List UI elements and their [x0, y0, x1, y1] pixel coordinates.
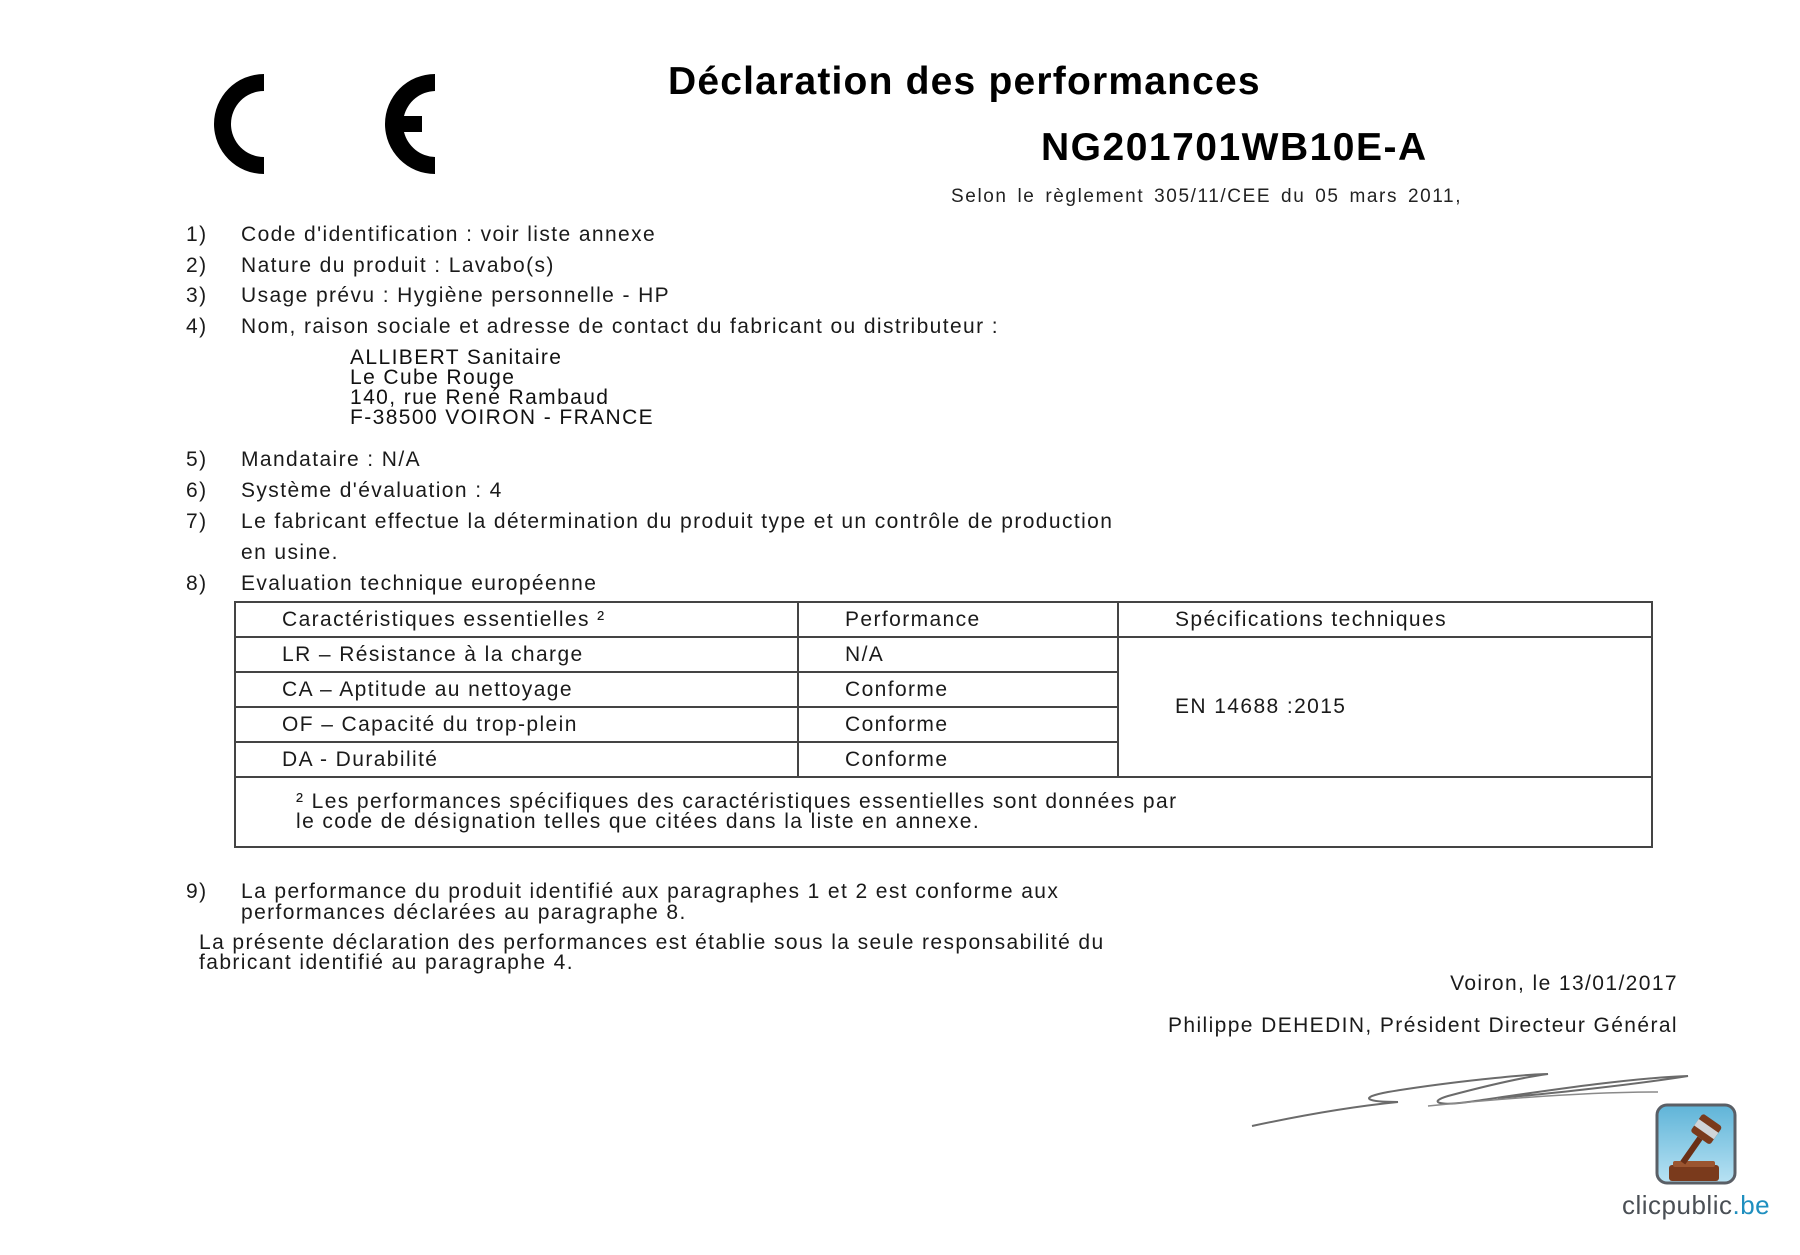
item-text: Système d'évaluation : 4 [241, 479, 503, 502]
item-number: 4) [186, 315, 208, 338]
gavel-icon [1655, 1103, 1737, 1185]
table-row [235, 637, 1652, 672]
performance-cell: Conforme [798, 742, 1118, 777]
item-number: 6) [186, 479, 208, 502]
table-header: Performance [798, 602, 1118, 637]
table-header: Caractéristiques essentielles ² [235, 602, 798, 637]
item-text: Usage prévu : Hygiène personnelle - HP [241, 284, 671, 307]
table-footnote [235, 777, 1652, 847]
item-text: Evaluation technique européenne [241, 572, 598, 595]
item-text-continuation: performances déclarées au paragraphe 8. [241, 901, 687, 924]
item-text: Mandataire : N/A [241, 448, 421, 471]
address-line: Le Cube Rouge [350, 366, 516, 389]
performance-table [234, 601, 1653, 848]
watermark-text [1622, 1190, 1770, 1221]
statement-line: La présente déclaration des performances est établie sous la seule responsabilité du [199, 931, 1105, 954]
item-text: Nom, raison sociale et adresse de contact du fabricant ou distributeur : [241, 315, 999, 338]
item-number: 9) [186, 880, 208, 903]
characteristic-cell: LR – Résistance à la charge [235, 637, 798, 672]
table-header-row [235, 602, 1652, 637]
item-number: 8) [186, 572, 208, 595]
performance-cell: N/A [798, 637, 1118, 672]
signature-image [1248, 1062, 1708, 1132]
document-title: Déclaration des performances [668, 60, 1261, 103]
item-number: 7) [186, 510, 208, 533]
regulation-note: Selon le règlement 305/11/CEE du 05 mars 2011, [951, 186, 1463, 207]
address-line: 140, rue René Rambaud [350, 386, 610, 409]
item-text: Nature du produit : Lavabo(s) [241, 254, 555, 277]
ce-mark-logo [152, 74, 442, 174]
signatory: Philippe DEHEDIN, Président Directeur Général [1167, 1014, 1678, 1037]
address-line: F-38500 VOIRON - FRANCE [350, 406, 655, 429]
item-text: La performance du produit identifié aux paragraphes 1 et 2 est conforme aux [241, 880, 1060, 903]
table-footnote-row [235, 777, 1652, 847]
item-number: 3) [186, 284, 208, 307]
characteristic-cell: CA – Aptitude au nettoyage [235, 672, 798, 707]
address-line: ALLIBERT Sanitaire [350, 346, 563, 369]
performance-cell: Conforme [798, 707, 1118, 742]
item-number: 2) [186, 254, 208, 277]
item-text-continuation: en usine. [241, 541, 339, 564]
footnote-line: ² Les performances spécifiques des caractéristiques essentielles sont données par [296, 790, 1178, 813]
statement-line: fabricant identifié au paragraphe 4. [199, 951, 574, 974]
document-reference: NG201701WB10E-A [1041, 126, 1428, 169]
watermark-tld: .be [1732, 1190, 1771, 1220]
characteristic-cell: OF – Capacité du trop-plein [235, 707, 798, 742]
item-number: 5) [186, 448, 208, 471]
item-text: Le fabricant effectue la détermination du produit type et un contrôle de production [241, 510, 1114, 533]
address-block [350, 348, 654, 428]
item-number: 1) [186, 223, 208, 246]
place-date: Voiron, le 13/01/2017 [1450, 972, 1678, 995]
performance-cell: Conforme [798, 672, 1118, 707]
responsibility-statement [199, 933, 1105, 973]
footnote-line: le code de désignation telles que citées dans la liste en annexe. [296, 810, 981, 833]
item-text: Code d'identification : voir liste annexe [241, 223, 657, 246]
spec-cell: EN 14688 :2015 [1118, 637, 1652, 777]
characteristic-cell: DA - Durabilité [235, 742, 798, 777]
watermark-name: clicpublic [1622, 1190, 1733, 1220]
table-header: Spécifications techniques [1118, 602, 1652, 637]
